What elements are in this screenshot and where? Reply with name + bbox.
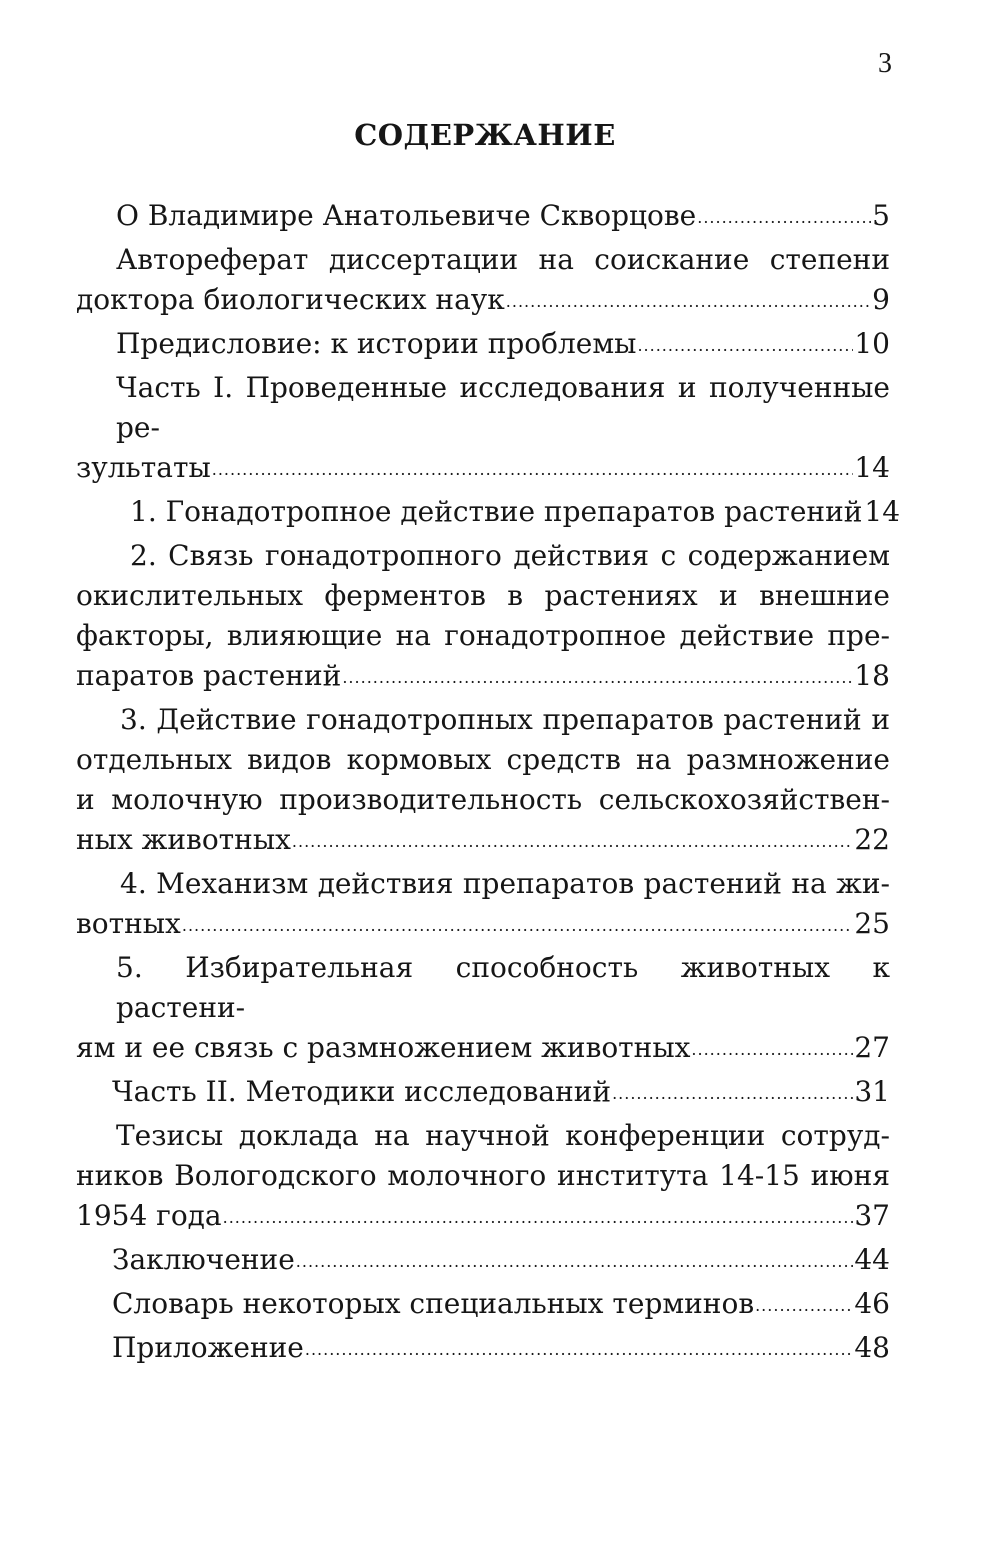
toc-entry-text: окислительных ферментов в растениях и внешние bbox=[76, 579, 890, 612]
toc-entry-text: 1954 года bbox=[76, 1199, 222, 1232]
toc-entry bbox=[76, 864, 890, 948]
toc-entry-text: Словарь некоторых специальных терминов bbox=[112, 1287, 755, 1320]
page-number: 3 bbox=[878, 48, 892, 79]
toc-entry-page: 22 bbox=[854, 823, 890, 856]
toc-entry bbox=[76, 1328, 890, 1372]
leader-dots bbox=[305, 1330, 853, 1370]
toc-entry-text: отдельных видов кормовых средств на размножение bbox=[76, 743, 890, 776]
toc-entry-page: 9 bbox=[872, 283, 890, 316]
toc-entry-page: 5 bbox=[872, 199, 890, 232]
leader-dots bbox=[296, 1242, 854, 1282]
toc-entry-text: Часть I. Проведенные исследования и полученные ре- bbox=[116, 371, 890, 444]
toc-entry-text: 1. Гонадотропное действие препаратов растений bbox=[130, 495, 863, 528]
toc-entry-text: доктора биологических наук bbox=[76, 283, 505, 316]
toc-entry bbox=[76, 240, 890, 324]
toc-entry-text: 4. Механизм действия препаратов растений на жи- bbox=[120, 867, 890, 900]
leader-dots bbox=[182, 906, 854, 946]
leader-dots bbox=[212, 450, 854, 490]
toc-entry bbox=[76, 1116, 890, 1240]
leader-dots bbox=[637, 326, 853, 366]
toc-entry-text: Предисловие: к истории проблемы bbox=[116, 327, 637, 360]
toc-entry-text: 3. Действие гонадотропных препаратов растений и bbox=[120, 703, 890, 736]
toc-entry-page: 18 bbox=[854, 659, 890, 692]
toc-entry-text: факторы, влияющие на гонадотропное действие пре- bbox=[76, 619, 890, 652]
toc-entry bbox=[76, 948, 890, 1072]
toc-entry-text: ям и ее связь с размножением животных bbox=[76, 1031, 691, 1064]
toc-entry-text: зультаты bbox=[76, 451, 211, 484]
toc-entry bbox=[76, 1240, 890, 1284]
toc-entry-text: и молочную производительность сельскохозяйствен- bbox=[76, 783, 890, 816]
toc-entry-text: паратов растений bbox=[76, 659, 342, 692]
toc-entry-text: Автореферат диссертации на соискание степени bbox=[116, 243, 890, 276]
leader-dots bbox=[342, 658, 853, 698]
toc-entry bbox=[76, 1072, 890, 1116]
toc-entry-text: вотных bbox=[76, 907, 181, 940]
table-of-contents bbox=[76, 196, 901, 1372]
leader-dots bbox=[292, 822, 853, 862]
toc-entry bbox=[76, 700, 890, 864]
toc-entry-text: Приложение bbox=[112, 1331, 304, 1364]
toc-entry-text: О Владимире Анатольевиче Скворцове bbox=[116, 199, 697, 232]
toc-entry-page: 14 bbox=[854, 451, 890, 484]
leader-dots bbox=[612, 1074, 853, 1114]
toc-entry bbox=[76, 1284, 890, 1328]
toc-entry bbox=[76, 536, 890, 700]
toc-entry-text: Тезисы доклада на научной конференции сотруд- bbox=[116, 1119, 890, 1152]
leader-dots bbox=[506, 282, 871, 322]
toc-entry-text: Заключение bbox=[112, 1243, 295, 1276]
toc-entry-page: 27 bbox=[854, 1031, 890, 1064]
leader-dots bbox=[691, 1030, 853, 1070]
toc-entry-page: 48 bbox=[854, 1331, 890, 1364]
toc-entry-text: ников Вологодского молочного института 14-15 июня bbox=[76, 1159, 890, 1192]
toc-entry-page: 25 bbox=[854, 907, 890, 940]
toc-entry-text: 2. Связь гонадотропного действия с содержанием bbox=[130, 539, 890, 572]
toc-entry-text: 5. Избирательная способность животных к растени- bbox=[116, 951, 890, 1024]
toc-entry-text: Часть II. Методики исследований bbox=[112, 1075, 612, 1108]
leader-dots bbox=[755, 1286, 853, 1326]
toc-title: СОДЕРЖАНИЕ bbox=[354, 118, 616, 152]
toc-entry bbox=[76, 324, 890, 368]
toc-entry-page: 46 bbox=[854, 1287, 890, 1320]
leader-dots bbox=[697, 198, 871, 238]
toc-entry-page: 44 bbox=[854, 1243, 890, 1276]
toc-entry-page: 37 bbox=[854, 1199, 890, 1232]
toc-entry-page: 10 bbox=[854, 327, 890, 360]
toc-entry bbox=[76, 368, 890, 492]
toc-entry-text: ных животных bbox=[76, 823, 291, 856]
leader-dots bbox=[223, 1198, 854, 1238]
toc-entry-page: 31 bbox=[854, 1075, 890, 1108]
toc-entry bbox=[76, 196, 890, 240]
toc-entry-page: 14 bbox=[864, 495, 901, 528]
toc-entry bbox=[76, 492, 901, 536]
